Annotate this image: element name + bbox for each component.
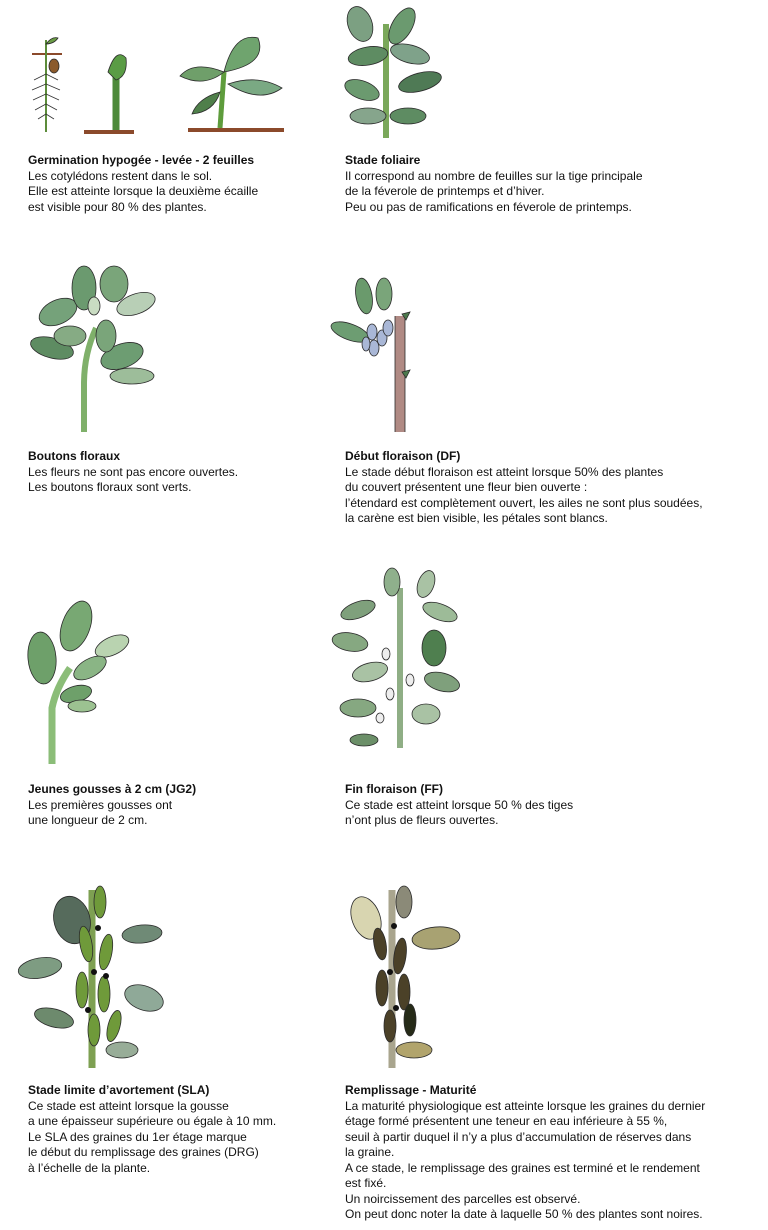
stage-text-line: seuil à partir duquel il n’y a plus d’accumulation de réserves dans xyxy=(345,1129,692,1144)
stage-text-line: Le stade début floraison est atteint lorsque 50% des plantes xyxy=(345,464,664,479)
stade-foliaire-illustration xyxy=(340,4,450,140)
stage-text-line: étage formé présentent une teneur en eau inférieure à 55 %, xyxy=(345,1114,668,1128)
boutons-floraux-illustration xyxy=(22,264,162,434)
sla-illustration xyxy=(14,880,166,1070)
stage-text-line: A ce stade, le remplissage des graines est terminé et le rendement xyxy=(345,1160,700,1175)
stage-caption-remplissage-maturite xyxy=(345,1083,705,1223)
stage-text-line: de la féverole de printemps et d’hiver. xyxy=(345,184,545,198)
stage-text-line: Il correspond au nombre de feuilles sur la tige principale xyxy=(345,168,643,183)
stage-text-line: une longueur de 2 cm. xyxy=(28,813,148,827)
stage-text-line: Ce stade est atteint lorsque la gousse xyxy=(28,1098,229,1113)
stage-text-line: Les premières gousses ont xyxy=(28,797,173,812)
stage-text-line: Les cotylédons restent dans le sol. xyxy=(28,168,213,183)
stage-title: Stade limite d’avortement (SLA) xyxy=(28,1083,210,1097)
stage-text-line: la carène est bien visible, les pétales sont blancs. xyxy=(345,511,608,525)
stage-text-line: à l’échelle de la plante. xyxy=(28,1160,151,1175)
stage-title: Stade foliaire xyxy=(345,153,421,167)
stage-text-line: Les boutons floraux sont verts. xyxy=(28,480,192,494)
stage-text-line: du couvert présentent une fleur bien ouverte : xyxy=(345,480,588,494)
stage-text-line: Un noircissement des parcelles est observé. xyxy=(345,1191,581,1206)
stage-caption-jeunes-gousses xyxy=(28,782,196,829)
stage-title: Début floraison (DF) xyxy=(345,449,461,463)
stage-caption-stade-foliaire xyxy=(345,153,643,215)
stage-caption-debut-floraison xyxy=(345,449,703,527)
stage-title: Boutons floraux xyxy=(28,449,120,463)
stage-title: Germination hypogée - levée - 2 feuilles xyxy=(28,153,255,167)
stage-text-line: Les fleurs ne sont pas encore ouvertes. xyxy=(28,464,239,479)
stage-text-line: la graine. xyxy=(345,1145,395,1159)
stage-text-line: Ce stade est atteint lorsque 50 % des tiges xyxy=(345,797,574,812)
stage-text-line: Le SLA des graines du 1er étage marque xyxy=(28,1129,247,1144)
stage-text-line: a une épaisseur supérieure ou égale à 10 mm. xyxy=(28,1114,277,1128)
stage-text-line: On peut donc noter la date à laquelle 50 % des plantes sont noires. xyxy=(345,1207,703,1221)
stage-text-line: Elle est atteinte lorsque la deuxième écaille xyxy=(28,184,259,198)
stage-caption-germination xyxy=(28,153,258,215)
stage-text-line: est fixé. xyxy=(345,1176,387,1190)
stage-title: Remplissage - Maturité xyxy=(345,1083,477,1097)
jeunes-gousses-illustration xyxy=(20,598,132,766)
stage-caption-sla xyxy=(28,1083,276,1176)
stage-title: Fin floraison (FF) xyxy=(345,782,443,796)
stage-text-line: La maturité physiologique est atteinte lorsque les graines du dernier xyxy=(345,1098,706,1113)
stage-title: Jeunes gousses à 2 cm (JG2) xyxy=(28,782,197,796)
stage-text-line: est visible pour 80 % des plantes. xyxy=(28,199,207,214)
stage-text-line: l’étendard est complètement ouvert, les ailes ne sont plus soudées, xyxy=(345,495,703,510)
stage-caption-fin-floraison xyxy=(345,782,573,829)
debut-floraison-illustration xyxy=(328,276,428,434)
stage-text-line: n’ont plus de fleurs ouvertes. xyxy=(345,813,499,827)
stage-caption-boutons-floraux xyxy=(28,449,238,496)
stage-text-line: le début du remplissage des graines (DRG) xyxy=(28,1145,259,1159)
stage-text-line: Peu ou pas de ramifications en féverole de printemps. xyxy=(345,199,632,214)
germination-illustration xyxy=(28,32,288,142)
fin-floraison-illustration xyxy=(330,568,462,750)
remplissage-maturite-illustration xyxy=(344,880,464,1070)
